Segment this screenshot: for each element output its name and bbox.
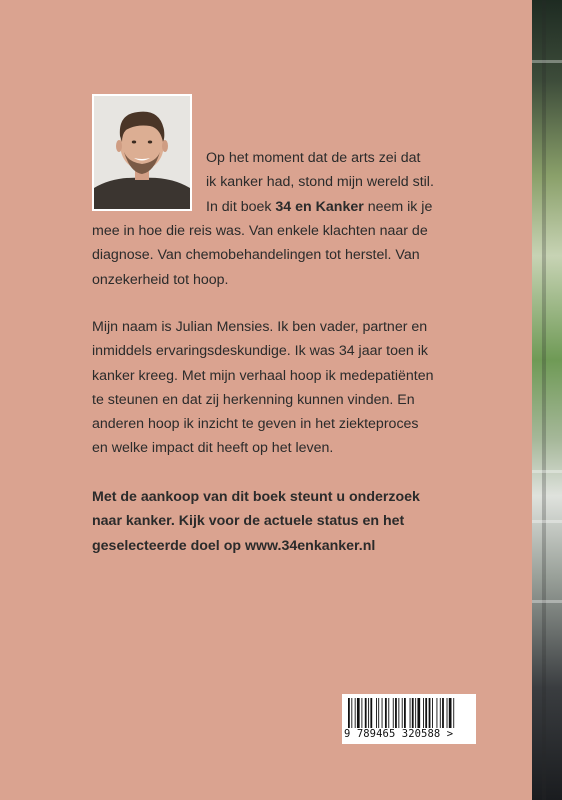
window-frame-bar <box>532 470 562 473</box>
barcode-bar <box>425 698 427 728</box>
barcode-bar <box>453 698 454 728</box>
author-line-6: en welke impact dit heeft op het leven. <box>92 440 334 457</box>
intro-line-1: Op het moment dat de arts zei dat <box>206 150 421 166</box>
author-paragraph <box>92 315 512 461</box>
barcode-bar <box>423 698 424 728</box>
barcode-bar <box>410 698 411 728</box>
barcode-bar <box>348 698 350 728</box>
isbn-number: 9 789465 320588 > <box>344 728 454 740</box>
barcode-bar <box>385 698 387 728</box>
barcode-bar <box>417 698 420 728</box>
intro-line-6: onzekerheid tot hoop. <box>92 271 229 288</box>
barcode-bar <box>447 698 448 728</box>
window-frame-post <box>542 0 546 800</box>
intro-line-3-start: In dit boek <box>206 198 276 215</box>
barcode-bar <box>395 698 397 728</box>
barcode-bar <box>398 698 399 728</box>
barcode-bar <box>402 698 403 728</box>
barcode-bar <box>355 698 356 728</box>
window-frame-bar <box>532 600 562 603</box>
window-frame-bar <box>532 60 562 63</box>
intro-text-beside-photo <box>206 146 506 219</box>
window-frame-bar <box>532 520 562 523</box>
barcode-bar <box>404 698 406 728</box>
barcode-bar <box>415 698 416 728</box>
author-line-4: te steunen en dat zij herkenning kunnen vinden. En <box>92 391 415 408</box>
barcode-bar <box>429 698 431 728</box>
author-portrait-image <box>94 96 190 209</box>
barcode-bar <box>370 698 372 728</box>
intro-line-2: ik kanker had, stond mijn wereld stil. <box>206 174 434 191</box>
intro-line-3-end: neem ik je <box>363 198 433 215</box>
author-line-2: inmiddels ervaringsdeskundige. Ik was 34 jaar toen ik <box>92 343 428 360</box>
book-title: 34 en Kanker <box>275 198 364 215</box>
barcode-bar <box>351 698 352 728</box>
support-line-2: naar kanker. Kijk voor de actuele status en het <box>92 513 405 530</box>
barcode-bars <box>348 698 470 728</box>
barcode-bar <box>432 698 433 728</box>
support-line-1: Met de aankoop van dit boek steunt u onderzoek <box>92 489 420 505</box>
support-paragraph <box>92 485 512 558</box>
barcode-bar <box>449 698 452 728</box>
intro-line-4: mee in hoe die reis was. Van enkele klachten naar de <box>92 223 428 239</box>
intro-line-5: diagnose. Van chemobehandelingen tot herstel. Van <box>92 247 420 264</box>
author-line-1: Mijn naam is Julian Mensies. Ik ben vader, partner en <box>92 319 428 335</box>
barcode-bar <box>357 698 360 728</box>
barcode-bar <box>442 698 444 728</box>
barcode-bar <box>378 698 379 728</box>
author-photo <box>92 94 192 211</box>
barcode-bar <box>388 698 389 728</box>
barcode-bar <box>440 698 441 728</box>
barcode-bar <box>368 698 369 728</box>
barcode-bar <box>412 698 414 728</box>
barcode-bar <box>393 698 394 728</box>
barcode-bar <box>361 698 362 728</box>
author-line-3: kanker kreeg. Met mijn verhaal hoop ik medepatiënten <box>92 367 434 384</box>
isbn-barcode <box>342 694 476 744</box>
barcode-bar <box>376 698 377 728</box>
intro-text-continued <box>92 219 512 292</box>
intro-line-3 <box>206 195 506 219</box>
barcode-bar <box>382 698 383 728</box>
support-line-3: geselecteerde doel op www.34enkanker.nl <box>92 537 376 554</box>
author-line-5: anderen hoop ik inzicht te geven in het ziekteproces <box>92 416 419 433</box>
barcode-bar <box>365 698 367 728</box>
barcode-bar <box>436 698 437 728</box>
background-photo-edge <box>532 0 562 800</box>
